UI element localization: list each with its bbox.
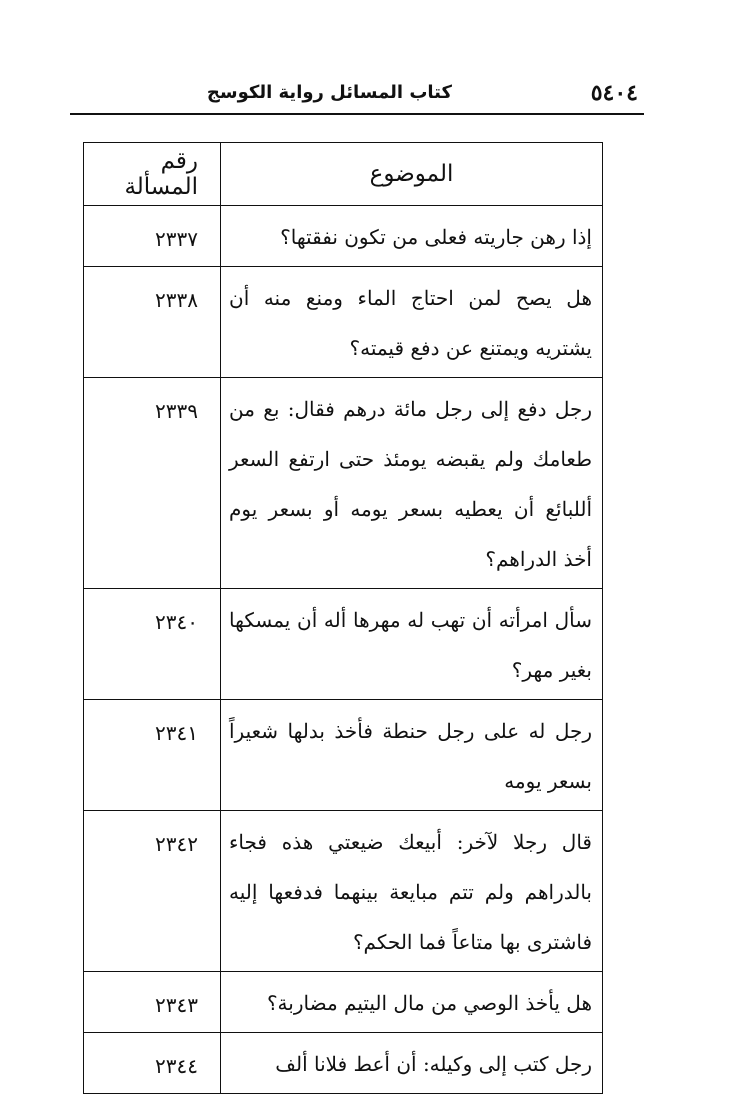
table-row xyxy=(84,811,603,972)
running-title: كتاب المسائل رواية الكوسج xyxy=(206,82,452,103)
topic-cell: قال رجلا لآخر: أبيعك ضيعتي هذه فجاء بالدراهم ولم تتم مبايعة بينهما فدفعها إليه فاشترى بها متاعاً فما الحكم؟ xyxy=(221,811,603,972)
table-header-row xyxy=(84,143,603,206)
topic-cell: رجل له على رجل حنطة فأخذ بدلها شعيراً بسعر يومه xyxy=(221,700,603,811)
question-number-cell: ٢٣٣٧ xyxy=(84,206,221,267)
question-number-cell: ٢٣٣٩ xyxy=(84,378,221,589)
question-number-cell: ٢٣٤٢ xyxy=(84,811,221,972)
topic-cell: هل يصح لمن احتاج الماء ومنع منه أن يشتريه ويمتنع عن دفع قيمته؟ xyxy=(221,267,603,378)
topic-cell: هل يأخذ الوصي من مال اليتيم مضاربة؟ xyxy=(221,972,603,1033)
question-number-cell: ٢٣٤٣ xyxy=(84,972,221,1033)
table-row xyxy=(84,589,603,700)
topic-cell: سأل امرأته أن تهب له مهرها أله أن يمسكها بغير مهر؟ xyxy=(221,589,603,700)
question-number-cell: ٢٣٤٠ xyxy=(84,589,221,700)
table-row xyxy=(84,700,603,811)
topic-cell: رجل كتب إلى وكيله: أن أعط فلانا ألف xyxy=(221,1033,603,1094)
question-number-cell: ٢٣٤١ xyxy=(84,700,221,811)
question-number-cell: ٢٣٤٤ xyxy=(84,1033,221,1094)
table-row xyxy=(84,267,603,378)
topic-column-header: الموضوع xyxy=(221,143,603,206)
table-row xyxy=(84,1033,603,1094)
header-rule xyxy=(70,113,644,115)
table-row xyxy=(84,972,603,1033)
topic-cell: رجل دفع إلى رجل مائة درهم فقال: بع من طعامك ولم يقبضه يومئذ حتى ارتفع السعر أللبائع أن يعطيه بسعر يومه أو بسعر يوم أخذ الدراهم؟ xyxy=(221,378,603,589)
table-row xyxy=(84,206,603,267)
question-number-cell: ٢٣٣٨ xyxy=(84,267,221,378)
number-column-header: رقم المسألة xyxy=(84,143,221,206)
page-number: ٥٤٠٤ xyxy=(590,80,638,106)
page-header xyxy=(70,72,642,110)
table-row xyxy=(84,378,603,589)
topics-index-table xyxy=(83,142,603,1094)
topic-cell: إذا رهن جاريته فعلى من تكون نفقتها؟ xyxy=(221,206,603,267)
